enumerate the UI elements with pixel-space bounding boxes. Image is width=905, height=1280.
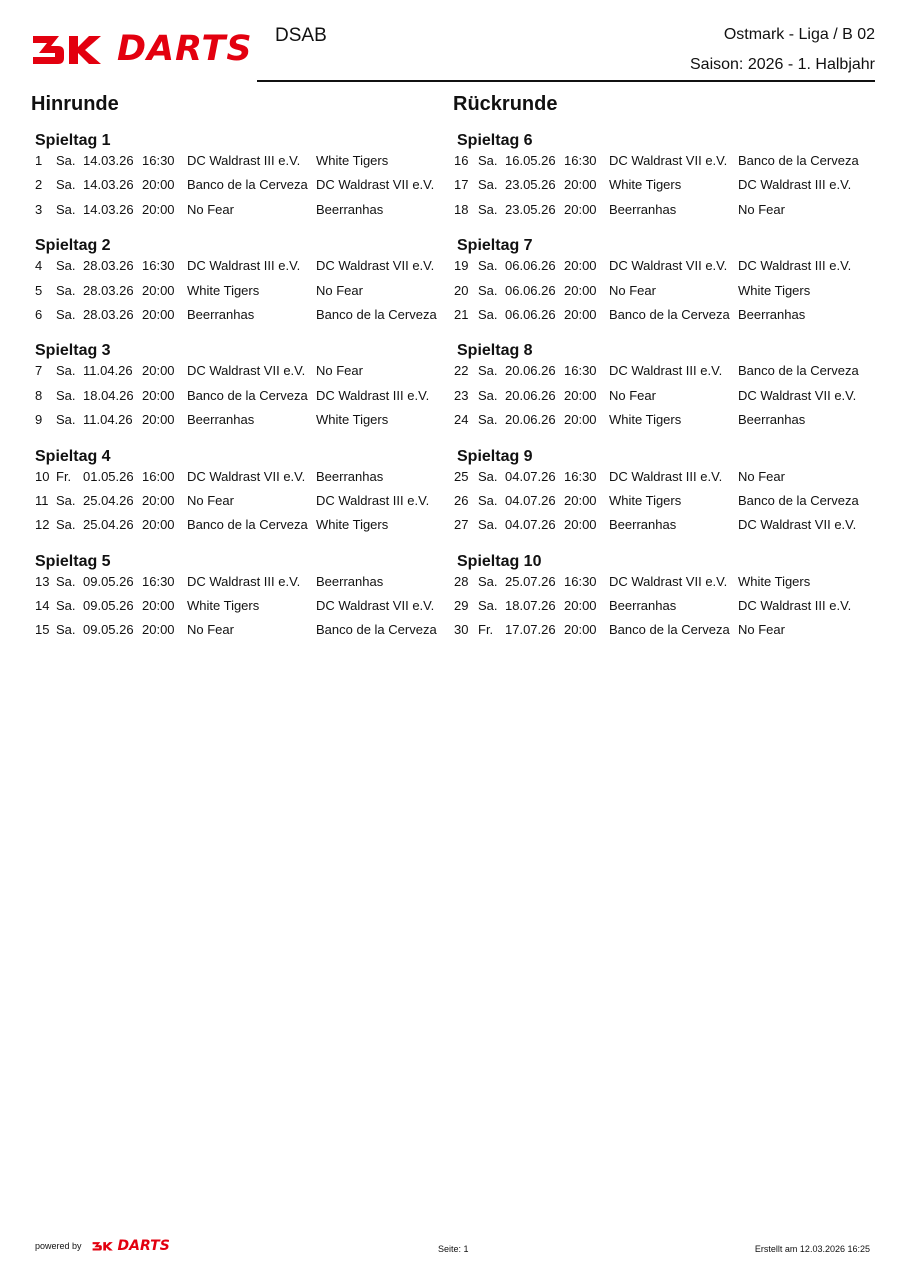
match-time: 16:30 (564, 153, 597, 168)
match-row (454, 412, 877, 436)
away-team: Banco de la Cerveza (738, 363, 859, 379)
match-number: 5 (35, 282, 43, 298)
match-weekday: Sa. (56, 306, 76, 322)
away-team: No Fear (738, 622, 785, 638)
match-time: 20:00 (564, 201, 597, 217)
match-date: 04.07.26 (505, 492, 556, 508)
match-weekday: Sa. (56, 573, 76, 589)
home-team: No Fear (187, 201, 234, 217)
match-number: 8 (35, 387, 43, 403)
match-weekday: Sa. (478, 201, 498, 217)
away-team: DC Waldrast VII e.V. (738, 517, 857, 533)
organisation-name: DSAB (275, 25, 327, 46)
match-row (454, 387, 877, 412)
match-time: 20:00 (142, 387, 175, 403)
away-team: White Tigers (316, 412, 389, 428)
matchday-title: Spieltag 9 (457, 447, 533, 465)
match-row (454, 258, 877, 282)
match-date: 18.07.26 (505, 598, 556, 614)
season-label: Saison: 2026 - 1. Halbjahr (690, 56, 875, 73)
match-weekday: Sa. (56, 282, 76, 298)
match-time: 20:00 (142, 598, 175, 614)
match-weekday: Sa. (56, 598, 76, 614)
home-team: Beerranhas (609, 598, 677, 614)
away-team: Banco de la Cerveza (316, 306, 437, 322)
match-number: 4 (35, 258, 43, 274)
match-row (454, 573, 877, 598)
match-weekday: Sa. (478, 282, 498, 298)
matchday-block (454, 549, 877, 647)
match-number: 6 (35, 306, 43, 322)
matchday-title: Spieltag 4 (35, 447, 111, 465)
match-number: 17 (454, 177, 469, 193)
away-team: Beerranhas (738, 412, 806, 428)
match-weekday: Sa. (56, 177, 76, 193)
match-weekday: Sa. (56, 517, 76, 533)
match-number: 23 (454, 387, 469, 403)
powered-by-label: powered by (35, 1241, 82, 1251)
away-team: Banco de la Cerveza (316, 622, 437, 638)
away-team: Banco de la Cerveza (738, 153, 859, 168)
match-number: 14 (35, 598, 50, 614)
match-weekday: Sa. (56, 201, 76, 217)
matchday-title: Spieltag 6 (457, 132, 533, 149)
matchday-block (35, 444, 455, 542)
away-team: White Tigers (316, 517, 389, 533)
3k-mark-small-icon (92, 1240, 114, 1252)
away-team: DC Waldrast III e.V. (738, 598, 852, 614)
match-row (35, 258, 455, 282)
match-time: 20:00 (564, 622, 597, 638)
match-time: 20:00 (142, 282, 175, 298)
home-team: DC Waldrast VII e.V. (609, 258, 728, 274)
match-date: 06.06.26 (505, 306, 556, 322)
match-number: 1 (35, 153, 43, 168)
home-team: No Fear (609, 387, 656, 403)
match-weekday: Sa. (478, 387, 498, 403)
footer-logo-text: DARTS (117, 1238, 170, 1254)
match-number: 25 (454, 468, 469, 484)
away-team: White Tigers (738, 282, 811, 298)
matchday-title: Spieltag 2 (35, 237, 111, 255)
match-weekday: Sa. (478, 598, 498, 614)
match-time: 20:00 (142, 622, 175, 638)
match-weekday: Sa. (478, 153, 498, 168)
match-number: 29 (454, 598, 469, 614)
match-date: 06.06.26 (505, 282, 556, 298)
away-team: DC Waldrast VII e.V. (738, 387, 857, 403)
match-row (454, 517, 877, 541)
match-time: 16:30 (564, 468, 597, 484)
home-team: DC Waldrast III e.V. (609, 468, 723, 484)
match-time: 20:00 (564, 492, 597, 508)
away-team: DC Waldrast III e.V. (316, 387, 430, 403)
home-team: White Tigers (187, 282, 260, 298)
match-number: 7 (35, 363, 43, 379)
section-title-rueckrunde: Rückrunde (453, 93, 558, 115)
created-timestamp: Erstellt am 12.03.2026 16:25 (754, 1244, 870, 1254)
match-time: 16:30 (142, 153, 175, 168)
match-number: 19 (454, 258, 469, 274)
match-date: 23.05.26 (505, 177, 556, 193)
match-date: 25.04.26 (83, 492, 134, 508)
match-date: 28.03.26 (83, 258, 134, 274)
home-team: Banco de la Cerveza (187, 517, 308, 533)
match-number: 3 (35, 201, 43, 217)
away-team: DC Waldrast VII e.V. (316, 598, 435, 614)
match-time: 20:00 (564, 387, 597, 403)
logo-text: DARTS (117, 29, 253, 69)
match-number: 21 (454, 306, 469, 322)
match-time: 20:00 (142, 363, 175, 379)
home-team: Banco de la Cerveza (187, 387, 308, 403)
home-team: Banco de la Cerveza (187, 177, 308, 193)
away-team: DC Waldrast III e.V. (738, 177, 852, 193)
home-team: DC Waldrast III e.V. (187, 573, 301, 589)
away-team: DC Waldrast VII e.V. (316, 258, 435, 274)
page-number: Seite: 1 (438, 1244, 469, 1254)
match-weekday: Fr. (56, 468, 72, 484)
match-row (454, 177, 877, 201)
match-weekday: Sa. (56, 622, 76, 638)
match-date: 14.03.26 (83, 177, 134, 193)
brand-logo (31, 31, 253, 67)
match-date: 11.04.26 (83, 363, 133, 379)
match-number: 18 (454, 201, 469, 217)
home-team: Beerranhas (609, 201, 677, 217)
match-weekday: Sa. (478, 306, 498, 322)
matchday-block (454, 233, 877, 331)
match-time: 16:00 (142, 468, 175, 484)
matchday-block (454, 128, 877, 226)
home-team: Banco de la Cerveza (609, 306, 730, 322)
match-date: 06.06.26 (505, 258, 556, 274)
match-row (35, 153, 455, 177)
match-number: 10 (35, 468, 50, 484)
match-weekday: Fr. (478, 622, 494, 638)
match-date: 25.07.26 (505, 573, 556, 589)
matchday-title: Spieltag 5 (35, 552, 111, 570)
match-date: 09.05.26 (83, 598, 134, 614)
match-time: 16:30 (564, 573, 597, 589)
match-number: 24 (454, 412, 469, 428)
match-row (454, 492, 877, 517)
home-team: Banco de la Cerveza (609, 622, 730, 638)
match-row (35, 177, 455, 201)
match-number: 30 (454, 622, 469, 638)
match-number: 20 (454, 282, 469, 298)
match-date: 18.04.26 (83, 387, 134, 403)
match-row (35, 493, 455, 517)
match-number: 13 (35, 573, 50, 589)
match-weekday: Sa. (56, 492, 76, 508)
away-team: White Tigers (316, 153, 389, 168)
footer-powered-by (35, 1238, 170, 1254)
matchday-title: Spieltag 1 (35, 132, 111, 149)
match-time: 20:00 (142, 201, 175, 217)
section-title-hinrunde: Hinrunde (31, 93, 119, 115)
footer-logo (92, 1238, 170, 1254)
match-weekday: Sa. (478, 468, 498, 484)
match-row (35, 574, 455, 598)
away-team: Beerranhas (316, 468, 384, 484)
home-team: White Tigers (609, 177, 682, 193)
away-team: DC Waldrast III e.V. (738, 258, 852, 274)
match-date: 28.03.26 (83, 306, 134, 322)
match-weekday: Sa. (478, 492, 498, 508)
match-row (35, 363, 455, 387)
home-team: DC Waldrast VII e.V. (187, 468, 306, 484)
match-number: 9 (35, 412, 43, 428)
match-date: 25.04.26 (83, 517, 134, 533)
away-team: DC Waldrast VII e.V. (316, 177, 435, 193)
match-row (454, 598, 877, 622)
match-number: 26 (454, 492, 469, 508)
match-date: 23.05.26 (505, 201, 556, 217)
match-date: 17.07.26 (505, 622, 556, 638)
3k-logo-mark (31, 32, 105, 66)
away-team: Beerranhas (316, 201, 384, 217)
away-team: Beerranhas (738, 306, 806, 322)
match-date: 20.06.26 (505, 387, 556, 403)
match-row (35, 283, 455, 307)
match-time: 20:00 (142, 517, 175, 533)
match-weekday: Sa. (56, 387, 76, 403)
match-row (454, 363, 877, 387)
away-team: DC Waldrast III e.V. (316, 492, 430, 508)
home-team: DC Waldrast VII e.V. (609, 153, 728, 168)
match-weekday: Sa. (56, 412, 76, 428)
home-team: White Tigers (609, 492, 682, 508)
match-number: 11 (35, 492, 49, 508)
away-team: White Tigers (738, 573, 811, 589)
away-team: No Fear (316, 282, 363, 298)
match-time: 20:00 (564, 258, 597, 274)
match-number: 22 (454, 363, 469, 379)
matchday-block (35, 338, 455, 436)
home-team: White Tigers (609, 412, 682, 428)
match-row (454, 153, 877, 177)
match-weekday: Sa. (478, 412, 498, 428)
match-date: 14.03.26 (83, 201, 134, 217)
match-time: 20:00 (564, 598, 597, 614)
match-time: 20:00 (564, 412, 597, 428)
match-weekday: Sa. (56, 363, 76, 379)
home-team: Beerranhas (187, 412, 255, 428)
match-time: 16:30 (142, 258, 175, 274)
match-weekday: Sa. (478, 363, 498, 379)
match-row (454, 306, 877, 331)
home-team: No Fear (609, 282, 656, 298)
match-time: 20:00 (142, 306, 175, 322)
match-row (35, 622, 455, 646)
match-weekday: Sa. (478, 517, 498, 533)
match-date: 09.05.26 (83, 573, 134, 589)
matchday-title: Spieltag 8 (457, 342, 533, 360)
match-row (35, 388, 455, 412)
home-team: DC Waldrast VII e.V. (609, 573, 728, 589)
hinrunde-schedule (35, 128, 455, 654)
matchday-block (454, 444, 877, 542)
match-row (35, 517, 455, 541)
match-time: 20:00 (564, 517, 597, 533)
match-date: 11.04.26 (83, 412, 133, 428)
3k-mark-icon (31, 32, 105, 66)
home-team: No Fear (187, 492, 234, 508)
match-weekday: Sa. (478, 573, 498, 589)
away-team: Banco de la Cerveza (738, 492, 859, 508)
matchday-block (454, 338, 877, 436)
match-row (35, 412, 455, 436)
matchday-title: Spieltag 10 (457, 552, 542, 570)
match-row (454, 282, 877, 307)
match-number: 2 (35, 177, 43, 193)
rueckrunde-schedule (454, 128, 877, 654)
match-date: 16.05.26 (505, 153, 556, 168)
away-team: No Fear (738, 201, 785, 217)
match-row (454, 622, 877, 646)
match-time: 20:00 (564, 306, 597, 322)
match-number: 27 (454, 517, 469, 533)
match-row (454, 468, 877, 493)
match-row (35, 307, 455, 331)
header-divider (257, 80, 875, 82)
home-team: Beerranhas (187, 306, 255, 322)
away-team: Beerranhas (316, 573, 384, 589)
match-date: 28.03.26 (83, 282, 134, 298)
league-name: Ostmark - Liga / B 02 (723, 26, 875, 43)
match-time: 20:00 (142, 412, 175, 428)
match-weekday: Sa. (478, 177, 498, 193)
match-number: 28 (454, 573, 469, 589)
match-time: 20:00 (142, 177, 175, 193)
match-weekday: Sa. (478, 258, 498, 274)
match-date: 20.06.26 (505, 363, 556, 379)
home-team: No Fear (187, 622, 234, 638)
home-team: DC Waldrast III e.V. (187, 258, 301, 274)
matchday-block (35, 549, 455, 647)
match-row (35, 202, 455, 226)
match-date: 09.05.26 (83, 622, 134, 638)
match-date: 20.06.26 (505, 412, 556, 428)
match-number: 16 (454, 153, 469, 168)
match-time: 20:00 (142, 492, 175, 508)
home-team: White Tigers (187, 598, 260, 614)
match-weekday: Sa. (56, 153, 76, 168)
match-row (35, 598, 455, 622)
match-number: 15 (35, 622, 50, 638)
match-time: 16:30 (564, 363, 597, 379)
match-date: 04.07.26 (505, 517, 556, 533)
match-time: 20:00 (564, 282, 597, 298)
match-time: 16:30 (142, 573, 175, 589)
match-row (454, 201, 877, 226)
match-date: 01.05.26 (83, 468, 134, 484)
matchday-title: Spieltag 3 (35, 342, 111, 360)
matchday-block (35, 128, 455, 226)
matchday-block (35, 233, 455, 331)
match-number: 12 (35, 517, 50, 533)
matchday-title: Spieltag 7 (457, 237, 533, 255)
away-team: No Fear (738, 468, 785, 484)
match-row (35, 469, 455, 493)
home-team: Beerranhas (609, 517, 677, 533)
match-date: 04.07.26 (505, 468, 556, 484)
match-time: 20:00 (564, 177, 597, 193)
home-team: DC Waldrast III e.V. (187, 153, 301, 168)
home-team: DC Waldrast VII e.V. (187, 363, 306, 379)
match-date: 14.03.26 (83, 153, 134, 168)
away-team: No Fear (316, 363, 363, 379)
match-weekday: Sa. (56, 258, 76, 274)
home-team: DC Waldrast III e.V. (609, 363, 723, 379)
